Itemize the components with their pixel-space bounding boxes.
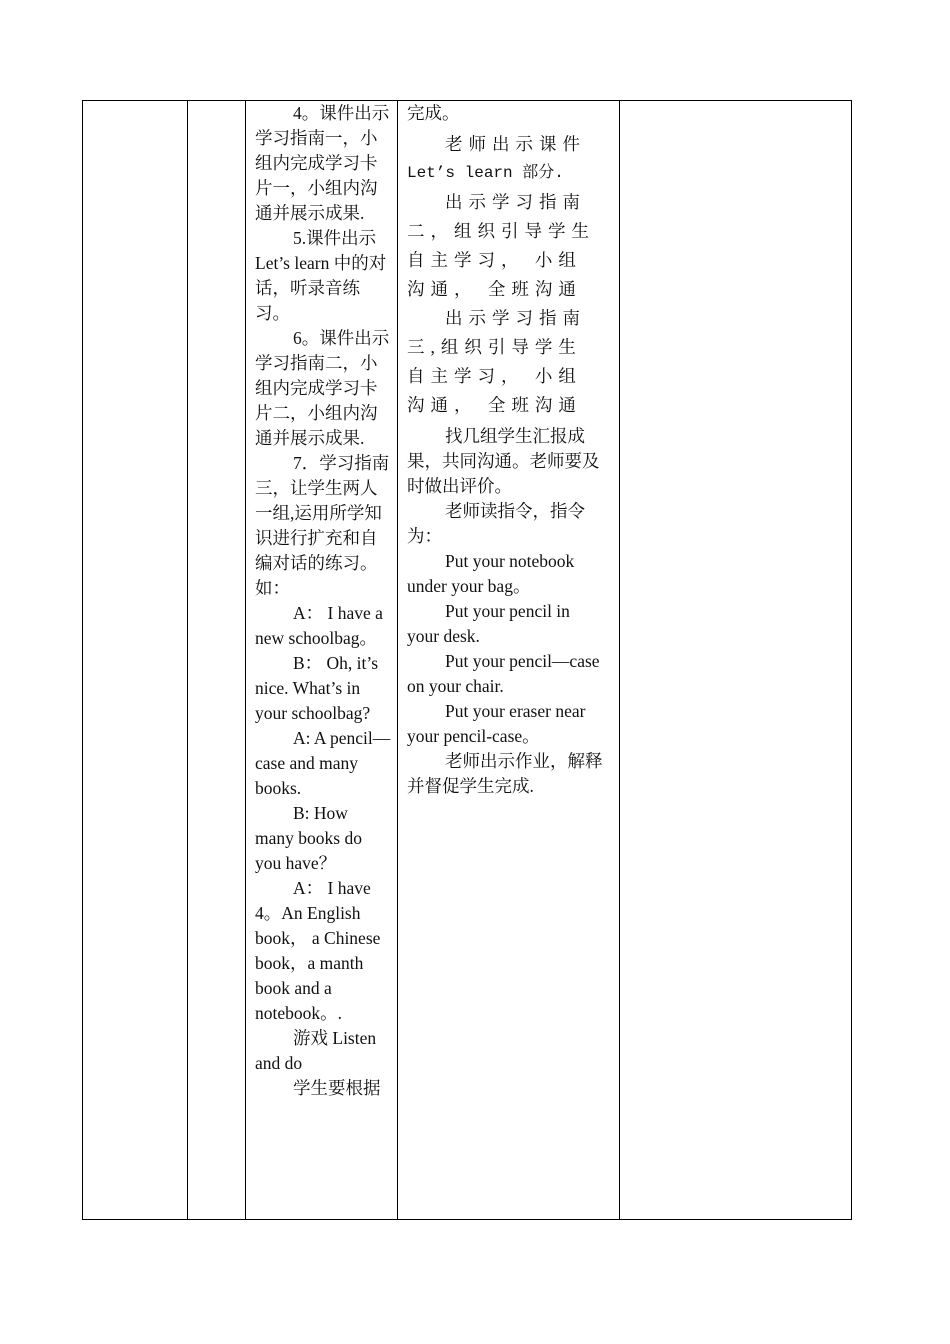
col3-dialog-a2: A: A pencil—case and many books. bbox=[255, 728, 391, 798]
col3-para-3: 6。课件出示学习指南二，小组内完成学习卡片二，小组内沟通并展示成果. bbox=[255, 328, 390, 448]
col3-dialog-b2: B: How many books do you have？ bbox=[255, 803, 362, 873]
cell-column-1 bbox=[83, 101, 187, 1219]
col4-para-8: Put your pencil—case on your chair. bbox=[407, 651, 600, 696]
col3-para-4: 7．学习指南三，让学生两人一组,运用所学知识进行扩充和自编对话的练习。如： bbox=[255, 453, 390, 598]
col4-para-10: 老师出示作业，解释并督促学生完成. bbox=[407, 751, 603, 796]
col4-para-9: Put your eraser near your pencil-case。 bbox=[407, 701, 586, 746]
col4-para-2: 出示学习指南二，组织引导学生自主学习， 小组沟通， 全班沟通 bbox=[407, 192, 595, 299]
col4-para-4: 找几组学生汇报成果，共同沟通。老师要及时做出评价。 bbox=[407, 426, 600, 496]
cell-column-2 bbox=[188, 101, 245, 1219]
col4-para-7: Put your pencil in your desk. bbox=[407, 601, 570, 646]
column-divider-2 bbox=[245, 101, 246, 1219]
col3-para-2: 5.课件出示 Let’s learn 中的对话，听录音练习。 bbox=[255, 228, 387, 323]
col4-para-5: 老师读指令，指令为： bbox=[407, 501, 585, 546]
col3-dialog-a3: A： I have 4。An English book， a Chinese book，a manth book and a notebook。. bbox=[255, 878, 381, 1023]
cell-student-activities bbox=[255, 101, 391, 1219]
cell-teacher-activities bbox=[407, 101, 605, 1219]
lesson-table bbox=[82, 100, 852, 1220]
col3-game: 游戏 Listen and do bbox=[255, 1028, 377, 1073]
col3-dialog-a1: A： I have a new schoolbag。 bbox=[255, 603, 383, 648]
col4-para-1b: Let’s learn 部分. bbox=[407, 164, 564, 182]
col4-para-3: 出示学习指南三,组织引导学生自主学习， 小组沟通， 全班沟通 bbox=[407, 308, 586, 415]
col3-para-1: 4。课件出示学习指南一，小组内完成学习卡片一，小组内沟通并展示成果. bbox=[255, 103, 390, 223]
column-divider-3 bbox=[397, 101, 398, 1219]
col4-para-6: Put your notebook under your bag。 bbox=[407, 551, 575, 596]
col3-dialog-b1: B： Oh, it’s nice. What’s in your schoolbag? bbox=[255, 653, 379, 723]
col4-first: 完成。 bbox=[407, 103, 460, 123]
col3-last: 学生要根据 bbox=[293, 1078, 381, 1098]
cell-column-5 bbox=[620, 101, 851, 1219]
col4-para-1a: 老师出示课件 bbox=[445, 134, 586, 154]
